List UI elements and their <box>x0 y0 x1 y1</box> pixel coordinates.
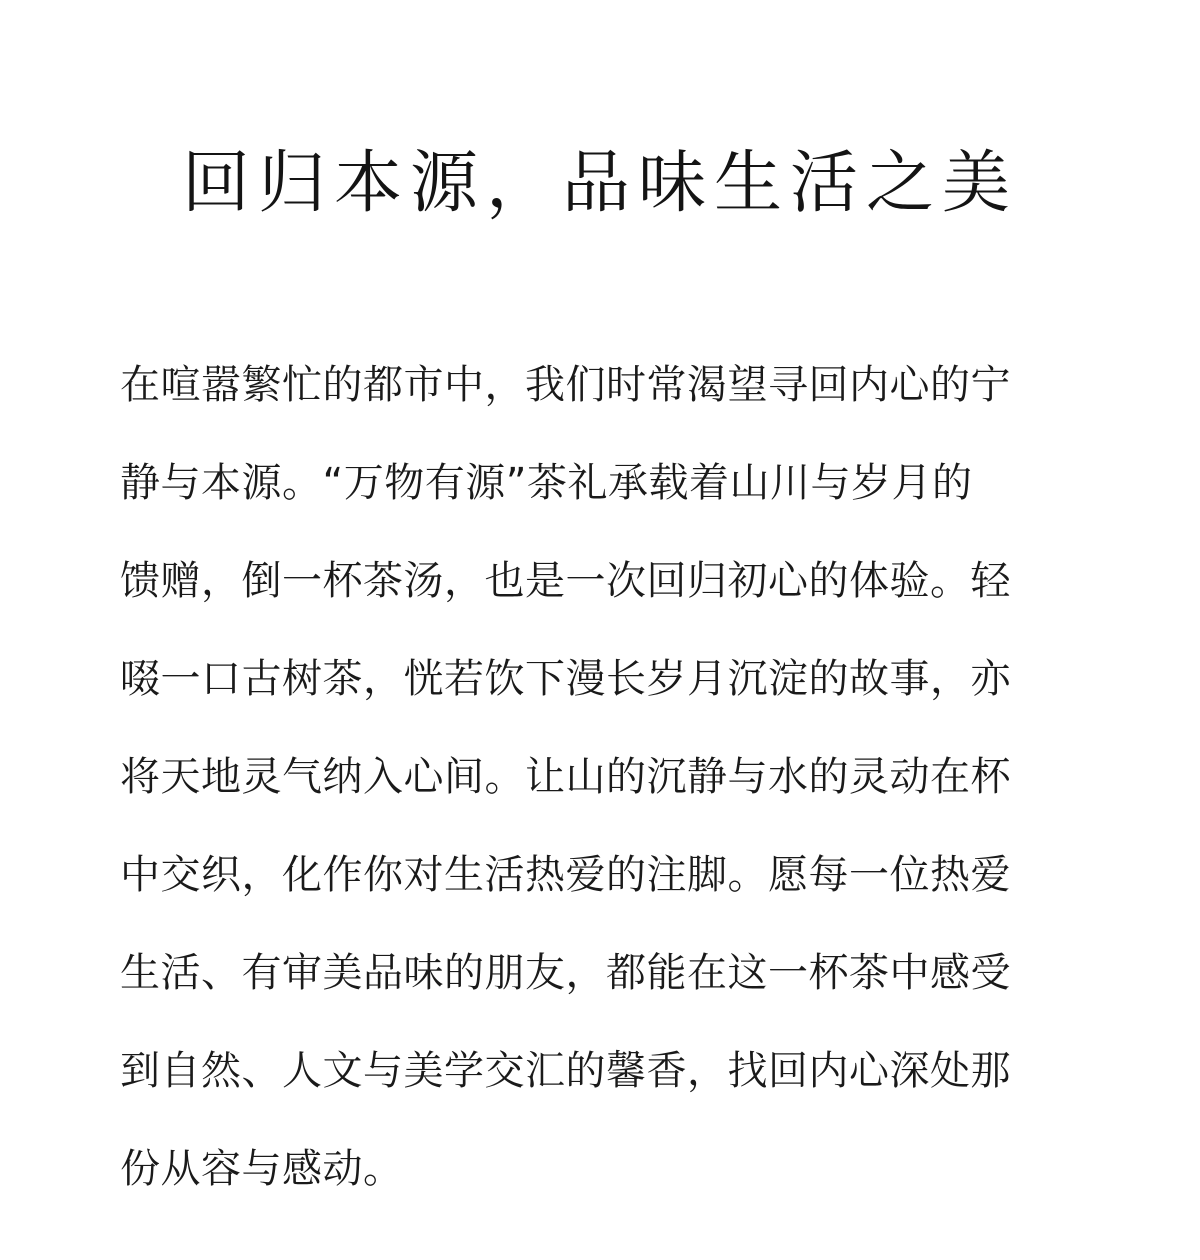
paragraph-line: 到自然、人文与美学交汇的馨香，找回内心深处那 <box>120 1048 1011 1094</box>
paragraph-line: 中交织，化作你对生活热爱的注脚。愿每一位热爱 <box>120 852 1011 898</box>
paragraph-line: 啜一口古树茶，恍若饮下漫长岁月沉淀的故事，亦 <box>120 656 1011 702</box>
paragraph-line: 将天地灵气纳入心间。让山的沉静与水的灵动在杯 <box>120 754 1011 800</box>
paragraph-line: 馈赠，倒一杯茶汤，也是一次回归初心的体验。轻 <box>120 558 1011 604</box>
paragraph-line: 生活、有审美品味的朋友，都能在这一杯茶中感受 <box>120 950 1011 996</box>
page-title: 回归本源，品味生活之美 <box>181 144 1018 223</box>
paragraph-line: 份从容与感动。 <box>120 1146 404 1192</box>
paragraph-line: 静与本源。“万物有源”茶礼承载着山川与岁月的 <box>120 460 973 506</box>
paragraph-line: 在喧嚣繁忙的都市中，我们时常渴望寻回内心的宁 <box>120 362 1011 408</box>
body-paragraph <box>120 336 1088 1218</box>
